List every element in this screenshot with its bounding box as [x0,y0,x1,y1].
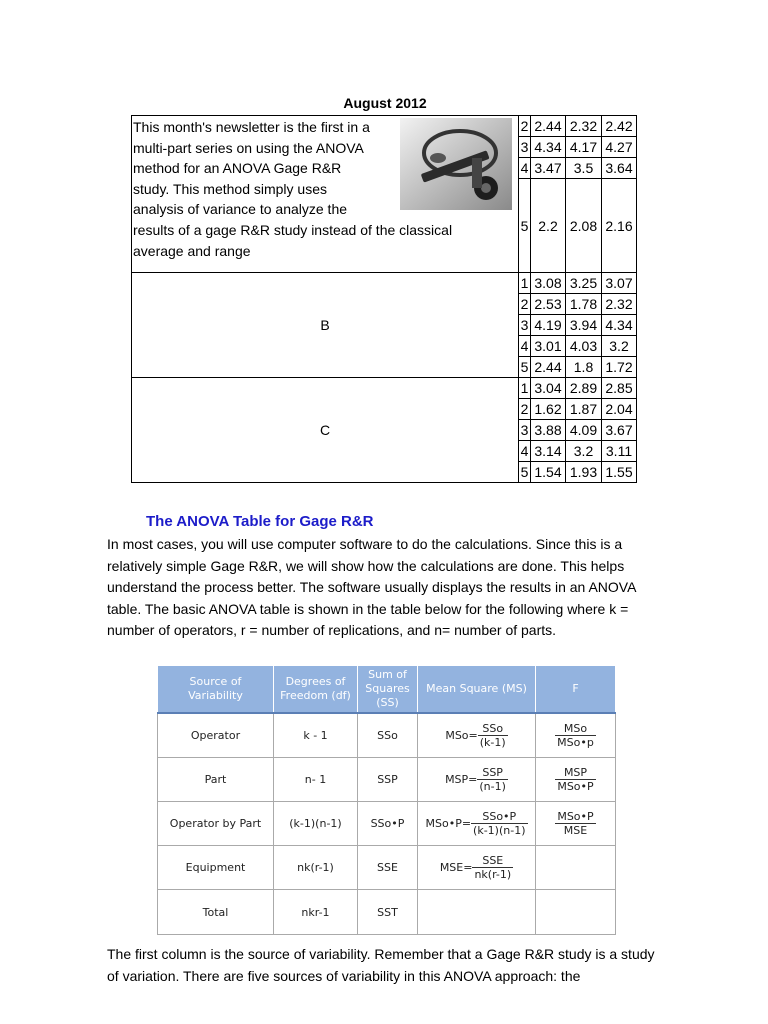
f-denominator: MSE [563,824,588,837]
source-cell: Total [158,890,274,935]
ms-lhs: MSE= [439,861,473,874]
part-number: 5 [519,357,531,378]
measurement-value: 1.72 [602,357,637,378]
ms-fraction [478,722,508,749]
f-denominator: MSo•p [557,736,594,749]
ms-lhs: MSo= [445,729,478,742]
body-paragraph-2: The first column is the source of variability. Remember that a Gage R&R study is a study of variation. There are five sources of variability in this ANOVA approach: the [107,946,655,984]
header-f: F [536,666,616,714]
measurement-row [132,378,637,399]
intro-line: results of a gage R&R study instead of the classical [133,221,453,238]
source-cell: Part [158,758,274,802]
ms-numerator: SSo [478,722,508,736]
measurement-value: 4.34 [531,137,566,158]
ms-denominator: (k-1) [479,736,506,749]
anova-row [158,802,616,846]
part-number: 1 [519,273,531,294]
newsletter-date: August 2012 [343,95,427,111]
measurement-value: 3.07 [602,273,637,294]
ms-fraction [477,766,508,793]
measurement-value: 3.94 [566,315,602,336]
df-cell: nkr-1 [274,890,358,935]
intro-line: multi-part series on using the ANOVA [133,139,364,156]
measurement-value: 2.32 [602,294,637,315]
measurement-value: 3.01 [531,336,566,357]
measurement-value: 4.19 [531,315,566,336]
ss-cell: SSE [358,846,418,890]
f-cell [536,758,616,802]
measurement-table [131,115,637,483]
anova-row [158,846,616,890]
measurement-value: 2.44 [531,116,566,137]
ms-numerator: SSE [472,854,513,868]
part-number: 4 [519,441,531,462]
measurement-value: 2.08 [566,179,602,273]
ms-cell [418,846,536,890]
part-number: 4 [519,158,531,179]
part-number: 3 [519,315,531,336]
measurement-value: 1.8 [566,357,602,378]
measurement-value: 3.11 [602,441,637,462]
source-cell: Operator [158,713,274,758]
f-cell [536,890,616,935]
operator-label: C [132,378,519,483]
measurement-value: 4.27 [602,137,637,158]
measurement-value: 3.25 [566,273,602,294]
part-number: 2 [519,294,531,315]
section-heading: The ANOVA Table for Gage R&R [146,513,374,530]
f-numerator: MSo•P [557,810,594,823]
measurement-value: 4.17 [566,137,602,158]
ms-lhs: MSP= [445,773,478,786]
caliper-photo [400,118,512,210]
anova-row [158,890,616,935]
ms-denominator: (n-1) [479,780,506,793]
anova-table [157,665,616,935]
measurement-value: 1.87 [566,399,602,420]
measurement-value: 2.32 [566,116,602,137]
header-ms: Mean Square (MS) [418,666,536,714]
measurement-value: 2.16 [602,179,637,273]
measurement-value: 3.08 [531,273,566,294]
ms-denominator: nk(r-1) [474,868,512,881]
part-number: 5 [519,462,531,483]
ms-fraction [471,810,527,837]
intro-cell [132,116,519,273]
ss-cell: SST [358,890,418,935]
anova-header-row [158,666,616,714]
f-fraction [555,722,596,749]
df-cell: n- 1 [274,758,358,802]
df-cell: nk(r-1) [274,846,358,890]
intro-line: study. This method simply uses [133,180,328,197]
measurement-value: 1.55 [602,462,637,483]
measurement-value: 1.54 [531,462,566,483]
intro-line: analysis of variance to analyze the [133,201,348,218]
f-cell [536,846,616,890]
header-df: Degrees of Freedom (df) [274,666,358,714]
header-ss: Sum of Squares (SS) [358,666,418,714]
measurement-value: 2.85 [602,378,637,399]
measurement-value: 3.04 [531,378,566,399]
measurement-value: 1.62 [531,399,566,420]
ms-cell [418,758,536,802]
measurement-value: 4.09 [566,420,602,441]
measurement-value: 2.04 [602,399,637,420]
source-cell: Operator by Part [158,802,274,846]
measurement-row [132,116,637,137]
ms-numerator: SSP [477,766,508,780]
f-cell [536,802,616,846]
measurement-value: 4.03 [566,336,602,357]
intro-line: This month's newsletter is the first in a [133,119,370,135]
measurement-value: 3.5 [566,158,602,179]
measurement-value: 3.2 [566,441,602,462]
ms-numerator: SSo•P [471,810,527,824]
measurement-value: 2.2 [531,179,566,273]
ms-lhs: MSo•P= [425,817,472,830]
part-number: 2 [519,116,531,137]
ss-cell: SSo•P [358,802,418,846]
intro-line: average and range [133,242,251,259]
f-denominator: MSo•P [557,780,594,793]
part-number: 3 [519,137,531,158]
measurement-value: 2.53 [531,294,566,315]
ms-fraction [472,854,513,881]
f-numerator: MSP [555,766,595,780]
part-number: 3 [519,420,531,441]
df-cell: k - 1 [274,713,358,758]
part-number: 4 [519,336,531,357]
source-cell: Equipment [158,846,274,890]
part-number: 2 [519,399,531,420]
measurement-value: 3.88 [531,420,566,441]
ms-cell [418,713,536,758]
header-source: Source of Variability [158,666,274,714]
f-cell [536,713,616,758]
measurement-value: 2.42 [602,116,637,137]
part-number: 1 [519,378,531,399]
measurement-value: 3.67 [602,420,637,441]
measurement-value: 2.89 [566,378,602,399]
intro-line: method for an ANOVA Gage R&R [133,160,342,177]
measurement-value: 2.44 [531,357,566,378]
f-numerator: MSo [555,722,596,736]
ss-cell: SSo [358,713,418,758]
anova-row [158,713,616,758]
measurement-value: 3.64 [602,158,637,179]
f-fraction [555,810,595,837]
part-number: 5 [519,179,531,273]
measurement-value: 4.34 [602,315,637,336]
measurement-value: 1.93 [566,462,602,483]
operator-label: B [132,273,519,378]
measurement-value: 3.2 [602,336,637,357]
df-cell: (k-1)(n-1) [274,802,358,846]
measurement-value: 3.47 [531,158,566,179]
body-paragraph: In most cases, you will use computer software to do the calculations. Since this is a relatively simple Gage R&R, we will show how the calculations are done. This helps understand the process better. The software usually displays the results in an ANOVA table. The basic ANOVA table is shown in the table below for the following where k = number of operators, r = number of replications, and n= number of parts. [107,536,636,639]
ms-cell [418,802,536,846]
measurement-value: 3.14 [531,441,566,462]
f-fraction [555,766,595,793]
measurement-value: 1.78 [566,294,602,315]
anova-row [158,758,616,802]
ms-denominator: (k-1)(n-1) [473,824,526,837]
ms-cell [418,890,536,935]
measurement-row [132,273,637,294]
ss-cell: SSP [358,758,418,802]
